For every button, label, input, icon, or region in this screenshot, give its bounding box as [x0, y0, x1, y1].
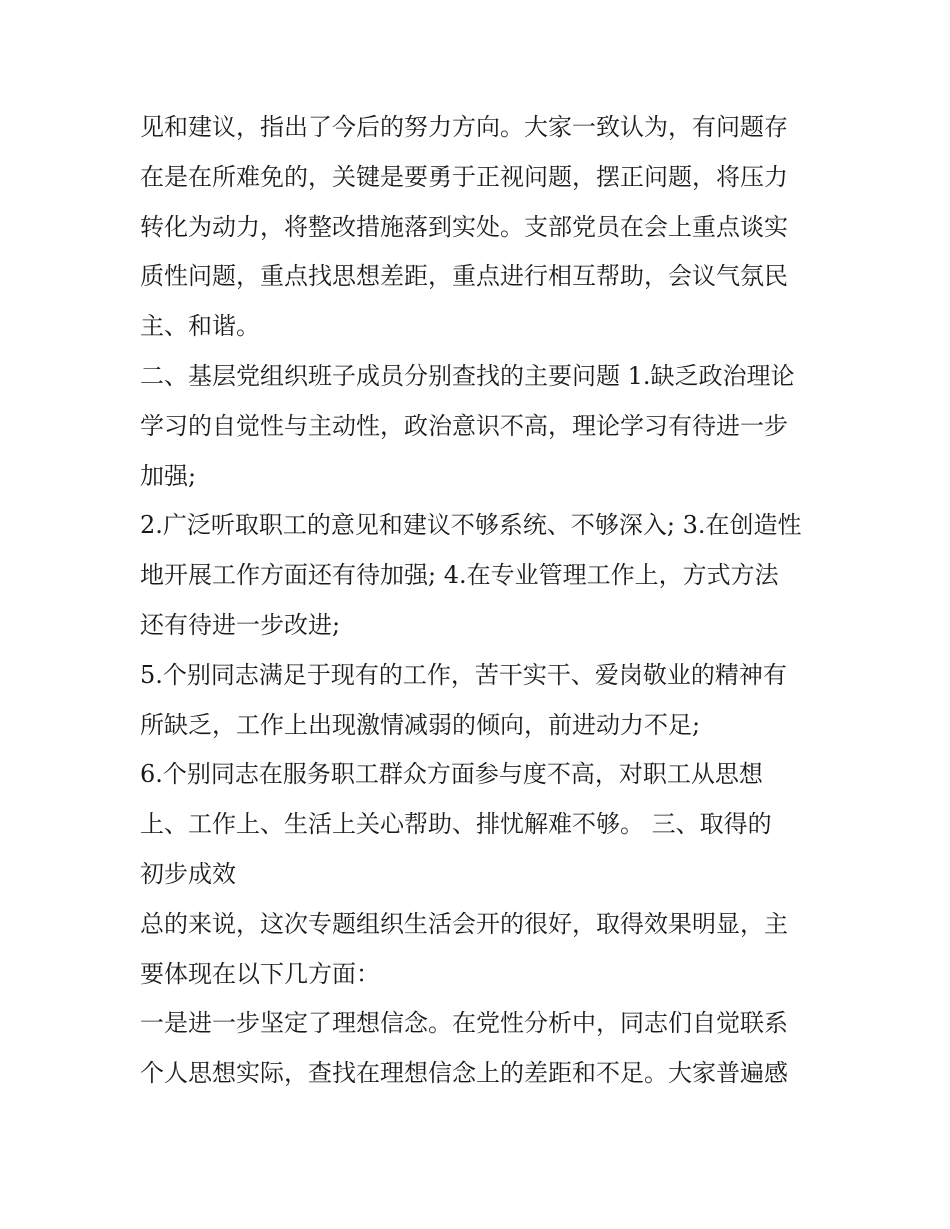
list-item-line: 5.个别同志满足于现有的工作，苦干实干、爱岗敬业的精神有: [140, 660, 787, 689]
text-line: 加强;: [140, 461, 197, 490]
section-heading-line: 二、基层党组织班子成员分别查找的主要问题 1.缺乏政治理论: [140, 361, 795, 390]
text-line: 一是进一步坚定了理想信念。在党性分析中，同志们自觉联系: [140, 1009, 788, 1038]
text-line: 转化为动力，将整改措施落到实处。支部党员在会上重点谈实: [140, 212, 788, 241]
text-line: 个人思想实际，查找在理想信念上的差距和不足。大家普遍感: [140, 1059, 788, 1088]
text-line: 要体现在以下几方面：: [140, 959, 380, 988]
text-line: 见和建议，指出了今后的努力方向。大家一致认为，有问题存: [140, 113, 788, 141]
list-item-line: 6.个别同志在服务职工群众方面参与度不高，对职工从思想: [140, 760, 763, 789]
list-item-line: 2.广泛听取职工的意见和建议不够系统、不够深入; 3.在创造性: [140, 511, 802, 540]
text-line: 还有待进一步改进;: [140, 610, 341, 639]
text-line: 质性问题，重点找思想差距，重点进行相互帮助，会议气氛民: [140, 262, 788, 291]
text-line: 所缺乏，工作上出现激情减弱的倾向，前进动力不足;: [140, 710, 701, 739]
text-line: 上、工作上、生活上关心帮助、排忧解难不够。 三、取得的: [140, 810, 772, 839]
text-line: 初步成效: [140, 859, 236, 888]
text-line: 总的来说，这次专题组织生活会开的很好，取得效果明显，主: [140, 909, 788, 938]
text-line: 地开展工作方面还有待加强; 4.在专业管理工作上，方式方法: [140, 561, 779, 590]
text-line: 学习的自觉性与主动性，政治意识不高，理论学习有待进一步: [140, 411, 788, 440]
body-text: [140, 103, 820, 1099]
text-line: 主、和谐。: [140, 312, 260, 341]
text-line: 在是在所难免的，关键是要勇于正视问题，摆正问题，将压力: [140, 162, 788, 191]
